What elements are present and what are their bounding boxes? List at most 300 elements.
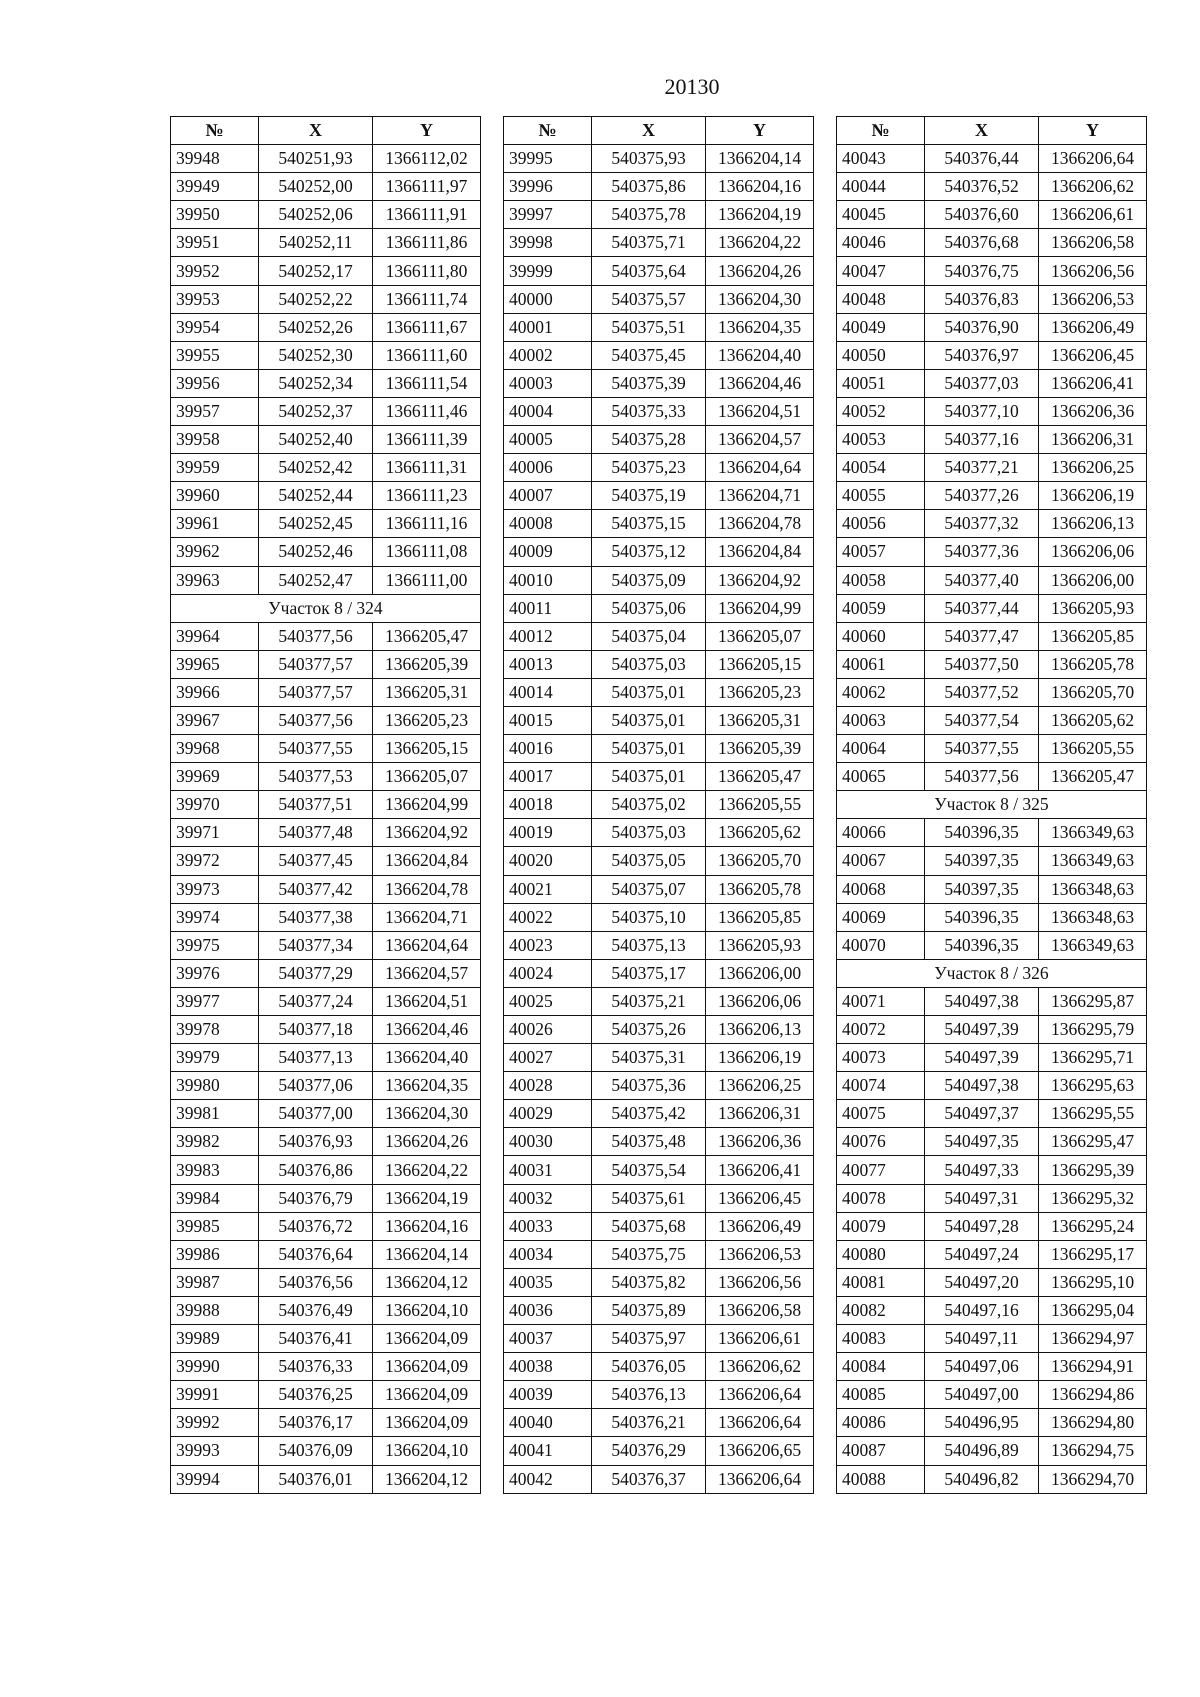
table-row (504, 369, 814, 397)
y-coordinate: 1366349,63 (1039, 819, 1147, 847)
point-number: 39949 (171, 173, 259, 201)
point-number: 39976 (171, 959, 259, 987)
point-number: 40084 (837, 1353, 925, 1381)
y-coordinate: 1366204,51 (373, 987, 481, 1015)
x-coordinate: 540497,35 (925, 1128, 1039, 1156)
point-number: 39964 (171, 622, 259, 650)
x-coordinate: 540377,40 (925, 566, 1039, 594)
y-coordinate: 1366204,35 (373, 1072, 481, 1100)
x-coordinate: 540375,06 (592, 594, 706, 622)
point-number: 40087 (837, 1437, 925, 1465)
x-coordinate: 540497,28 (925, 1212, 1039, 1240)
section-row (171, 594, 481, 622)
y-coordinate: 1366348,63 (1039, 875, 1147, 903)
table-row (504, 706, 814, 734)
x-coordinate: 540376,01 (259, 1465, 373, 1493)
section-label: Участок 8 / 324 (171, 594, 481, 622)
point-number: 40031 (504, 1156, 592, 1184)
x-coordinate: 540376,09 (259, 1437, 373, 1465)
table-row (837, 1100, 1147, 1128)
table-row (837, 931, 1147, 959)
x-coordinate: 540377,06 (259, 1072, 373, 1100)
y-coordinate: 1366294,86 (1039, 1381, 1147, 1409)
x-coordinate: 540397,35 (925, 875, 1039, 903)
x-coordinate: 540496,89 (925, 1437, 1039, 1465)
x-coordinate: 540375,89 (592, 1296, 706, 1324)
table-row (504, 875, 814, 903)
table-row (171, 1100, 481, 1128)
table-row (504, 1268, 814, 1296)
x-coordinate: 540376,93 (259, 1128, 373, 1156)
x-coordinate: 540496,95 (925, 1409, 1039, 1437)
x-coordinate: 540377,56 (259, 706, 373, 734)
y-coordinate: 1366205,15 (373, 735, 481, 763)
table-row (504, 1100, 814, 1128)
x-coordinate: 540376,25 (259, 1381, 373, 1409)
table-row (837, 903, 1147, 931)
table-row (837, 987, 1147, 1015)
point-number: 39994 (171, 1465, 259, 1493)
table-row (504, 959, 814, 987)
table-row (837, 594, 1147, 622)
x-coordinate: 540375,17 (592, 959, 706, 987)
y-coordinate: 1366205,70 (1039, 678, 1147, 706)
y-coordinate: 1366204,16 (373, 1212, 481, 1240)
point-number: 39979 (171, 1044, 259, 1072)
table-row (837, 1437, 1147, 1465)
point-number: 40068 (837, 875, 925, 903)
point-number: 40034 (504, 1240, 592, 1268)
point-number: 40080 (837, 1240, 925, 1268)
y-coordinate: 1366204,26 (706, 257, 814, 285)
y-coordinate: 1366205,39 (706, 735, 814, 763)
table-row (171, 1240, 481, 1268)
point-number: 39982 (171, 1128, 259, 1156)
x-coordinate: 540375,23 (592, 454, 706, 482)
x-coordinate: 540375,61 (592, 1184, 706, 1212)
x-coordinate: 540376,79 (259, 1184, 373, 1212)
x-coordinate: 540375,13 (592, 931, 706, 959)
x-coordinate: 540497,31 (925, 1184, 1039, 1212)
y-coordinate: 1366295,24 (1039, 1212, 1147, 1240)
table-row (837, 706, 1147, 734)
point-number: 39962 (171, 538, 259, 566)
point-number: 40030 (504, 1128, 592, 1156)
y-coordinate: 1366295,71 (1039, 1044, 1147, 1072)
table-row (504, 1016, 814, 1044)
table-row (837, 1240, 1147, 1268)
table-row (504, 1381, 814, 1409)
x-coordinate: 540375,31 (592, 1044, 706, 1072)
x-coordinate: 540375,42 (592, 1100, 706, 1128)
point-number: 40001 (504, 313, 592, 341)
table-row (504, 454, 814, 482)
x-coordinate: 540375,09 (592, 566, 706, 594)
x-coordinate: 540497,24 (925, 1240, 1039, 1268)
table-row (504, 1212, 814, 1240)
table-row (504, 594, 814, 622)
y-coordinate: 1366204,16 (706, 173, 814, 201)
table-row (504, 622, 814, 650)
table-row (504, 145, 814, 173)
point-number: 40086 (837, 1409, 925, 1437)
y-coordinate: 1366206,56 (1039, 257, 1147, 285)
x-coordinate: 540252,45 (259, 510, 373, 538)
x-coordinate: 540377,38 (259, 903, 373, 931)
table-row (171, 1465, 481, 1493)
point-number: 40022 (504, 903, 592, 931)
point-number: 40018 (504, 791, 592, 819)
x-coordinate: 540376,86 (259, 1156, 373, 1184)
table-row (837, 257, 1147, 285)
y-coordinate: 1366206,13 (1039, 510, 1147, 538)
table-row (504, 510, 814, 538)
table-header-row (504, 117, 814, 145)
point-number: 40079 (837, 1212, 925, 1240)
x-coordinate: 540375,21 (592, 987, 706, 1015)
x-coordinate: 540377,03 (925, 369, 1039, 397)
x-coordinate: 540375,57 (592, 285, 706, 313)
y-coordinate: 1366206,64 (706, 1381, 814, 1409)
x-coordinate: 540377,54 (925, 706, 1039, 734)
x-coordinate: 540375,01 (592, 763, 706, 791)
y-coordinate: 1366205,23 (373, 706, 481, 734)
x-coordinate: 540376,49 (259, 1296, 373, 1324)
point-number: 40076 (837, 1128, 925, 1156)
point-number: 40003 (504, 369, 592, 397)
y-coordinate: 1366295,10 (1039, 1268, 1147, 1296)
y-coordinate: 1366206,64 (706, 1465, 814, 1493)
x-coordinate: 540375,33 (592, 397, 706, 425)
table-row (837, 847, 1147, 875)
point-number: 40075 (837, 1100, 925, 1128)
point-number: 40060 (837, 622, 925, 650)
table-row (504, 1409, 814, 1437)
y-coordinate: 1366205,62 (1039, 706, 1147, 734)
table-row (837, 1268, 1147, 1296)
point-number: 40085 (837, 1381, 925, 1409)
x-coordinate: 540375,86 (592, 173, 706, 201)
point-number: 39998 (504, 229, 592, 257)
table-row (837, 1325, 1147, 1353)
y-coordinate: 1366205,47 (1039, 763, 1147, 791)
y-coordinate: 1366204,51 (706, 397, 814, 425)
point-number: 40069 (837, 903, 925, 931)
point-number: 39992 (171, 1409, 259, 1437)
x-coordinate: 540375,71 (592, 229, 706, 257)
x-coordinate: 540376,29 (592, 1437, 706, 1465)
y-coordinate: 1366204,09 (373, 1325, 481, 1353)
point-number: 40074 (837, 1072, 925, 1100)
table-row (837, 482, 1147, 510)
y-coordinate: 1366206,25 (1039, 454, 1147, 482)
x-coordinate: 540497,39 (925, 1044, 1039, 1072)
x-coordinate: 540377,50 (925, 650, 1039, 678)
y-coordinate: 1366206,65 (706, 1437, 814, 1465)
y-coordinate: 1366205,78 (706, 875, 814, 903)
table-row (171, 145, 481, 173)
y-coordinate: 1366205,85 (706, 903, 814, 931)
point-number: 40017 (504, 763, 592, 791)
point-number: 40038 (504, 1353, 592, 1381)
table-row (504, 819, 814, 847)
y-coordinate: 1366204,46 (373, 1016, 481, 1044)
y-coordinate: 1366295,55 (1039, 1100, 1147, 1128)
page-number: 20130 (664, 74, 720, 99)
y-coordinate: 1366206,58 (1039, 229, 1147, 257)
x-coordinate: 540252,30 (259, 341, 373, 369)
y-coordinate: 1366204,57 (706, 426, 814, 454)
x-coordinate: 540377,42 (259, 875, 373, 903)
x-coordinate: 540375,19 (592, 482, 706, 510)
y-coordinate: 1366204,10 (373, 1296, 481, 1324)
table-row (504, 1325, 814, 1353)
point-number: 40015 (504, 706, 592, 734)
y-coordinate: 1366111,00 (373, 566, 481, 594)
table-row (171, 1044, 481, 1072)
point-number: 39975 (171, 931, 259, 959)
point-number: 40070 (837, 931, 925, 959)
point-number: 40067 (837, 847, 925, 875)
coordinates-table-2 (503, 116, 814, 1494)
x-coordinate: 540252,37 (259, 397, 373, 425)
x-coordinate: 540497,20 (925, 1268, 1039, 1296)
table-row (504, 1184, 814, 1212)
point-number: 40083 (837, 1325, 925, 1353)
point-number: 39967 (171, 706, 259, 734)
y-coordinate: 1366294,80 (1039, 1409, 1147, 1437)
x-coordinate: 540497,00 (925, 1381, 1039, 1409)
table-row (837, 622, 1147, 650)
table-row (837, 369, 1147, 397)
point-number: 40014 (504, 678, 592, 706)
table-row (171, 819, 481, 847)
x-coordinate: 540376,13 (592, 1381, 706, 1409)
header-x: X (925, 117, 1039, 145)
x-coordinate: 540496,82 (925, 1465, 1039, 1493)
x-coordinate: 540375,12 (592, 538, 706, 566)
table-row (837, 1465, 1147, 1493)
table-row (171, 482, 481, 510)
table-row (504, 791, 814, 819)
table-row (837, 510, 1147, 538)
x-coordinate: 540375,51 (592, 313, 706, 341)
table-row (171, 1072, 481, 1100)
table-header-row (837, 117, 1147, 145)
point-number: 40036 (504, 1296, 592, 1324)
y-coordinate: 1366294,75 (1039, 1437, 1147, 1465)
point-number: 40078 (837, 1184, 925, 1212)
table-row (504, 1072, 814, 1100)
point-number: 39985 (171, 1212, 259, 1240)
point-number: 39999 (504, 257, 592, 285)
point-number: 39980 (171, 1072, 259, 1100)
point-number: 40033 (504, 1212, 592, 1240)
x-coordinate: 540375,04 (592, 622, 706, 650)
table-row (504, 566, 814, 594)
table-row (504, 650, 814, 678)
x-coordinate: 540376,68 (925, 229, 1039, 257)
point-number: 40052 (837, 397, 925, 425)
x-coordinate: 540376,33 (259, 1353, 373, 1381)
point-number: 39959 (171, 454, 259, 482)
x-coordinate: 540396,35 (925, 819, 1039, 847)
table-header-row (171, 117, 481, 145)
x-coordinate: 540497,16 (925, 1296, 1039, 1324)
y-coordinate: 1366204,78 (373, 875, 481, 903)
y-coordinate: 1366205,78 (1039, 650, 1147, 678)
x-coordinate: 540376,64 (259, 1240, 373, 1268)
y-coordinate: 1366206,62 (1039, 173, 1147, 201)
y-coordinate: 1366206,00 (706, 959, 814, 987)
x-coordinate: 540375,54 (592, 1156, 706, 1184)
header-y: Y (706, 117, 814, 145)
point-number: 40046 (837, 229, 925, 257)
point-number: 39997 (504, 201, 592, 229)
point-number: 39978 (171, 1016, 259, 1044)
y-coordinate: 1366206,61 (1039, 201, 1147, 229)
y-coordinate: 1366295,63 (1039, 1072, 1147, 1100)
point-number: 40028 (504, 1072, 592, 1100)
table-row (837, 1184, 1147, 1212)
x-coordinate: 540377,13 (259, 1044, 373, 1072)
y-coordinate: 1366205,62 (706, 819, 814, 847)
table-row (171, 622, 481, 650)
table-row (837, 1212, 1147, 1240)
point-number: 40012 (504, 622, 592, 650)
y-coordinate: 1366206,53 (1039, 285, 1147, 313)
point-number: 40024 (504, 959, 592, 987)
y-coordinate: 1366295,04 (1039, 1296, 1147, 1324)
table-row (504, 1465, 814, 1493)
table-row (171, 313, 481, 341)
table-row (171, 1409, 481, 1437)
point-number: 40077 (837, 1156, 925, 1184)
y-coordinate: 1366204,10 (373, 1437, 481, 1465)
table-row (504, 285, 814, 313)
table-row (504, 1296, 814, 1324)
y-coordinate: 1366295,39 (1039, 1156, 1147, 1184)
table-row (504, 987, 814, 1015)
point-number: 40055 (837, 482, 925, 510)
point-number: 39951 (171, 229, 259, 257)
y-coordinate: 1366204,40 (373, 1044, 481, 1072)
y-coordinate: 1366295,79 (1039, 1016, 1147, 1044)
x-coordinate: 540377,16 (925, 426, 1039, 454)
x-coordinate: 540377,24 (259, 987, 373, 1015)
point-number: 40044 (837, 173, 925, 201)
table-row (171, 1156, 481, 1184)
y-coordinate: 1366204,19 (373, 1184, 481, 1212)
table-row (171, 678, 481, 706)
y-coordinate: 1366111,60 (373, 341, 481, 369)
y-coordinate: 1366206,49 (706, 1212, 814, 1240)
point-number: 40040 (504, 1409, 592, 1437)
point-number: 39974 (171, 903, 259, 931)
x-coordinate: 540497,11 (925, 1325, 1039, 1353)
table-row (171, 847, 481, 875)
y-coordinate: 1366111,86 (373, 229, 481, 257)
point-number: 40010 (504, 566, 592, 594)
y-coordinate: 1366204,22 (373, 1156, 481, 1184)
x-coordinate: 540377,56 (925, 763, 1039, 791)
x-coordinate: 540375,82 (592, 1268, 706, 1296)
table-row (504, 847, 814, 875)
y-coordinate: 1366205,93 (706, 931, 814, 959)
table-row (504, 201, 814, 229)
table-row (504, 1353, 814, 1381)
x-coordinate: 540377,48 (259, 819, 373, 847)
point-number: 40004 (504, 397, 592, 425)
point-number: 39963 (171, 566, 259, 594)
y-coordinate: 1366204,19 (706, 201, 814, 229)
x-coordinate: 540375,64 (592, 257, 706, 285)
x-coordinate: 540376,75 (925, 257, 1039, 285)
table-row (504, 173, 814, 201)
table-row (504, 763, 814, 791)
header-x: X (259, 117, 373, 145)
y-coordinate: 1366204,35 (706, 313, 814, 341)
table-row (504, 397, 814, 425)
x-coordinate: 540376,41 (259, 1325, 373, 1353)
x-coordinate: 540377,10 (925, 397, 1039, 425)
point-number: 40021 (504, 875, 592, 903)
table-row (837, 229, 1147, 257)
x-coordinate: 540497,37 (925, 1100, 1039, 1128)
table-row (504, 1240, 814, 1268)
point-number: 39983 (171, 1156, 259, 1184)
table-row (171, 1325, 481, 1353)
y-coordinate: 1366206,56 (706, 1268, 814, 1296)
y-coordinate: 1366111,80 (373, 257, 481, 285)
table-row (171, 1437, 481, 1465)
x-coordinate: 540396,35 (925, 931, 1039, 959)
table-row (837, 426, 1147, 454)
y-coordinate: 1366206,31 (706, 1100, 814, 1128)
y-coordinate: 1366295,32 (1039, 1184, 1147, 1212)
x-coordinate: 540375,05 (592, 847, 706, 875)
x-coordinate: 540377,55 (925, 735, 1039, 763)
table-row (171, 1268, 481, 1296)
y-coordinate: 1366204,14 (706, 145, 814, 173)
point-number: 39956 (171, 369, 259, 397)
table-row (837, 285, 1147, 313)
table-row (171, 1381, 481, 1409)
x-coordinate: 540377,34 (259, 931, 373, 959)
point-number: 40029 (504, 1100, 592, 1128)
x-coordinate: 540376,90 (925, 313, 1039, 341)
table-row (171, 987, 481, 1015)
table-row (504, 931, 814, 959)
table-row (171, 229, 481, 257)
table-row (171, 875, 481, 903)
table-row (837, 1044, 1147, 1072)
table-row (171, 903, 481, 931)
point-number: 40045 (837, 201, 925, 229)
point-number: 39991 (171, 1381, 259, 1409)
y-coordinate: 1366205,55 (706, 791, 814, 819)
point-number: 40035 (504, 1268, 592, 1296)
point-number: 39987 (171, 1268, 259, 1296)
point-number: 39948 (171, 145, 259, 173)
table-row (171, 1296, 481, 1324)
point-number: 40082 (837, 1296, 925, 1324)
point-number: 39958 (171, 426, 259, 454)
y-coordinate: 1366204,71 (706, 482, 814, 510)
y-coordinate: 1366206,64 (706, 1409, 814, 1437)
table-row (504, 313, 814, 341)
y-coordinate: 1366206,53 (706, 1240, 814, 1268)
